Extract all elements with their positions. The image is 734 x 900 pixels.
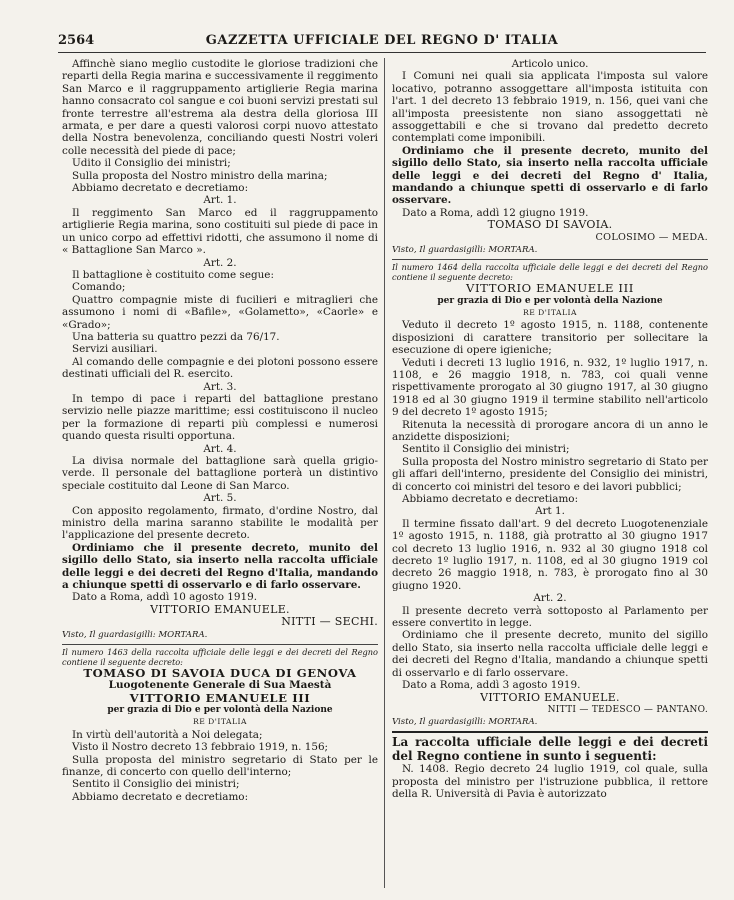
article-text: La divisa normale del battaglione sarà quella grigio-verde. Il personale del battaglione porterà un distintivo speciale costituito dal Leone di San Marco. <box>62 455 378 492</box>
decree-note: Il numero 1463 della raccolta ufficiale delle leggi e dei decreti del Regno contiene il seguente decreto: <box>62 646 378 667</box>
decree-clause: Abbiamo decretato e decretiamo: <box>402 493 579 505</box>
article-heading: Art. 5. <box>203 492 237 505</box>
article-heading: Articolo unico. <box>511 58 589 70</box>
decree-note: Il numero 1464 della raccolta ufficiale delle leggi e dei decreti del Regno contiene il seguente decreto: <box>392 262 708 283</box>
page-header <box>58 28 706 53</box>
gazette-title: GAZZETTA UFFICIALE DEL REGNO D' ITALIA <box>205 33 559 48</box>
ordiniamo-clause: Ordiniamo che il presente decreto, munito del sigillo dello Stato, sia inserto nella raccolta ufficiale delle leggi e dei decreti del Regno d'Italia, mandando a chiunque spetti di osservarlo e di farlo osservare. <box>392 629 708 679</box>
column-divider <box>384 58 385 888</box>
proposta-clause: Sulla proposta del Nostro ministro della marina; <box>72 169 328 182</box>
minister-signatures: COLOSIMO — MEDA. <box>595 231 708 243</box>
right-column <box>392 58 708 801</box>
section-rule <box>392 259 708 260</box>
article-text: Con apposito regolamento, firmato, d'ordine Nostro, dal ministro della marina saranno stabilite le modalità per l'applicazione del presente decreto. <box>62 504 378 542</box>
article-heading: Art. 4. <box>203 442 237 455</box>
date-line: Dato a Roma, addì 12 giugno 1919. <box>402 206 589 219</box>
decree-clause: Veduto il decreto 1º agosto 1915, n. 1188, contenente disposizioni di carattere transitorio per sollecitare la esecuzione di opere igieniche; <box>392 319 708 357</box>
article-text: Al comando delle compagnie e dei plotoni possono essere destinati ufficiali del R. esercito. <box>62 355 378 381</box>
article-heading: Art. 2. <box>533 592 567 605</box>
re-ditalia: RE D'ITALIA <box>192 717 247 727</box>
article-text: Il presente decreto verrà sottoposto al Parlamento per essere convertito in legge. <box>392 604 708 630</box>
date-line: Dato a Roma, addì 10 agosto 1919. <box>72 591 258 604</box>
decree-clause: Visto il Nostro decreto 13 febbraio 1919, n. 156; <box>72 741 329 754</box>
decree-clause: Abbiamo decretato e decretiamo: <box>72 790 249 803</box>
sovereign-signature: TOMASO DI SAVOIA. <box>487 218 613 232</box>
article-heading: Art. 3. <box>203 380 237 393</box>
visto-line: Visto, Il guardasigilli: MORTARA. <box>392 717 538 728</box>
article-text: Il reggimento San Marco ed il raggruppamento artiglierie Regia marina, sono costituiti sul piede di pace in un unico corpo ad effettivi ridotti, che assumono il nome di « Battaglione San Marco ». <box>62 206 378 257</box>
article-heading: Art. 2. <box>203 256 237 269</box>
decree-preamble: Affinchè siano meglio custodite le gloriose tradizioni che reparti della Regia marina e successivamente il reggimento San Marco e il raggruppamento artiglierie Regia marina hanno consacrato col sangue e coi buoni servizi prestati sul fronte terrestre all'estrema ala destra della gloriosa III armata, e per dare a questi valorosi corpi nuovo attestato della Nostra benevolenza, conciliando questi Nostri voleri colle necessità del piede di pace; <box>62 58 378 157</box>
ordiniamo-clause: Ordiniamo che il presente decreto, munito del sigillo dello Stato, sia inserto nella raccolta ufficiale delle leggi e dei decreti del Regno d' Italia, mandando a chiunque spetti di osservarlo e di farlo osservare. <box>392 144 708 207</box>
article-text: Comando; <box>72 281 126 294</box>
minister-signatures: NITTI — SECHI. <box>281 615 378 629</box>
article-heading: Art 1. <box>535 505 565 518</box>
udito-clause: Udito il Consiglio dei ministri; <box>72 157 231 170</box>
article-text: Quattro compagnie miste di fucilieri e mitraglieri che assumono i nomi di «Bafile», «Golametto», «Caorle» e «Grado»; <box>62 293 378 331</box>
page-number: 2564 <box>58 33 95 48</box>
article-text: Il termine fissato dall'art. 9 del decreto Luogotenenziale 1º agosto 1915, n. 1188, già protratto al 30 giugno 1917 col decreto 13 luglio 1916, n. 932 al 30 giugno 1918 col decreto 1º luglio 1917, n. 1108, ed al 30 giugno 1919 col decreto 26 maggio 1918, n. 783, è prorogato fino al 30 giugno 1920. <box>392 517 708 592</box>
decree-clause: Ritenuta la necessità di prorogare ancora di un anno le anzidette disposizioni; <box>392 418 708 443</box>
article-text: I Comuni nei quali sia applicata l'imposta sul valore locativo, potranno assoggettare all'imposta istituita con l'art. 1 del decreto 13 febbraio 1919, n. 156, quei vani che all'imposta preesistente non siano assoggettati nè assoggettabili e che si trovano dal predetto decreto contemplati come imponibili. <box>392 70 708 145</box>
date-line: Dato a Roma, addì 3 agosto 1919. <box>402 679 581 692</box>
decree-clause: Veduti i decreti 13 luglio 1916, n. 932, 1º luglio 1917, n. 1108, e 26 maggio 1918, n. 783, coi quali venne rispettivamente prorogato al 30 giugno 1917, al 30 giugno 1918 ed al 30 giugno 1919 il termine stabilito nell'articolo 9 del decreto 1º agosto 1915; <box>392 356 708 419</box>
decree-issuer-subtitle: Luogotenente Generale di Sua Maestà <box>108 679 332 692</box>
section-rule <box>62 644 378 645</box>
article-text: Il battaglione è costituito come segue: <box>72 268 274 281</box>
visto-line: Visto, Il guardasigilli: MORTARA. <box>392 245 538 256</box>
visto-line: Visto, Il guardasigilli: MORTARA. <box>62 629 208 640</box>
article-text: Servizi ausiliari. <box>72 343 158 356</box>
king-name: VITTORIO EMANUELE III <box>129 690 311 705</box>
section-rule <box>392 731 708 733</box>
article-text: In tempo di pace i reparti del battaglione prestano servizio nelle piazze marittime; essi costituiscono il nucleo per la formazione di reparti più complessi e numerosi quando questa risulti opportuna. <box>62 392 378 443</box>
enacting-clause: Abbiamo decretato e decretiamo: <box>72 182 249 195</box>
minister-signatures: NITTI — TEDESCO — PANTANO. <box>547 704 708 715</box>
decree-issuer: TOMASO DI SAVOIA DUCA DI GENOVA <box>83 665 357 680</box>
article-heading: Art. 1. <box>203 194 237 207</box>
summary-item: N. 1408. Regio decreto 24 luglio 1919, col quale, sulla proposta del ministro per l'istruzione pubblica, il rettore della R. Università di Pavia è autorizzato <box>392 763 708 801</box>
ordiniamo-clause: Ordiniamo che il presente decreto, munito del sigillo dello Stato, sia inserto nella raccolta ufficiale delle leggi e dei decreti del Regno d'Italia, mandando a chiunque spetti di osservarlo e di farlo osservare. <box>62 541 378 592</box>
left-column <box>62 58 378 803</box>
summary-heading: La raccolta ufficiale delle leggi e dei decreti del Regno contiene in sunto i seguenti: <box>392 735 708 764</box>
grace-formula: per grazia di Dio e per volontà della Nazione <box>437 295 663 306</box>
decree-clause: Sulla proposta del Nostro ministro segretario di Stato per gli affari dell'interno, presidente del Consiglio dei ministri, di concerto coi ministri del tesoro e dei lavori pubblici; <box>392 455 708 493</box>
decree-clause: In virtù dell'autorità a Noi delegata; <box>72 728 263 741</box>
decree-clause: Sentito il Consiglio dei ministri; <box>72 778 240 791</box>
re-ditalia: RE D'ITALIA <box>522 307 577 317</box>
decree-clause: Sulla proposta del ministro segretario di Stato per le finanze, di concerto con quello dell'interno; <box>62 753 378 778</box>
king-name: VITTORIO EMANUELE III <box>466 281 634 296</box>
article-text: Una batteria su quattro pezzi da 76/17. <box>72 330 280 343</box>
sovereign-signature: VITTORIO EMANUELE. <box>480 690 620 704</box>
decree-clause: Sentito il Consiglio dei ministri; <box>402 443 570 456</box>
grace-formula: per grazia di Dio e per volontà della Nazione <box>107 704 333 715</box>
sovereign-signature: VITTORIO EMANUELE. <box>150 602 290 616</box>
